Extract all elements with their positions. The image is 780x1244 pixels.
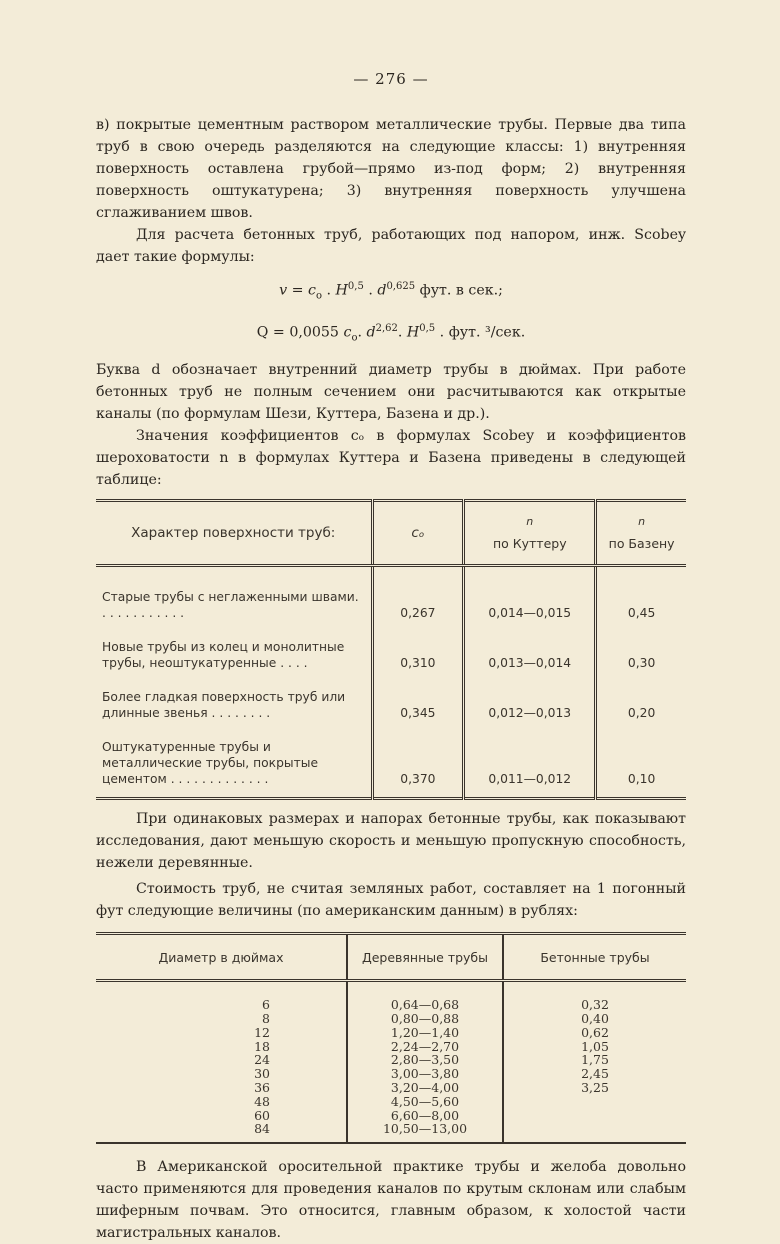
paragraph-4: Значения коэффициентов cₒ в формулах Scobey и коэффициентов шероховатости n в формулах Куттера и Базена приведены в следующей таблице: (96, 428, 686, 489)
header-wood: Деревянные трубы (347, 934, 503, 981)
table-row: Оштукатуренные трубы и металлические трубы, покрытые цементом . . . . . . . . . . . . . 0,370 0,011—0,012 0,10 (96, 725, 686, 799)
paragraph-3: Буква d обозначает внутренний диаметр трубы в дюймах. При работе бетонных труб не полным сечением они расчитываются как открытые каналы (по формулам Шези, Куттера, Базена и др.). (96, 362, 686, 423)
formula-v: v (279, 282, 288, 299)
wood-cost-list: 0,64—0,68 0,80—0,88 1,20—1,40 2,24—2,70 2,80—3,50 3,00—3,80 3,20—4,00 4,50—5,60 6,60—8,00 10,50—13,00 (347, 981, 503, 1143)
header-co: cₒ (372, 501, 464, 566)
paragraph-1: в) покрытые цементным раствором металлические трубы. Первые два типа труб в свою очередь разделяются на следующие классы: 1) внутренняя поверхность оставлена грубой—прямо из-под форм; 2) внутренняя поверхность оштукатурена; 3) внутренняя поверхность улучшена сглаживанием швов. (96, 117, 686, 221)
page (96, 70, 686, 1244)
header-diameter: Диаметр в дюймах (96, 934, 347, 981)
formula-discharge: Q = 0,0055 $c_o$. $d^{2,62}$. H$^{0,5}$ . фут. ³/сек. (256, 322, 526, 344)
paragraph-7: В Американской оросительной практике трубы и желоба довольно часто применяются для проведения каналов по крутым склонам или слабым шиферным почвам. Это относится, главным образом, к холостой части магистральных каналов. (96, 1159, 686, 1242)
table-row: Старые трубы с неглаженными швами. . . . . . . . . . . . 0,267 0,014—0,015 0,45 (96, 566, 686, 626)
header-bazen: n по Базену (596, 501, 686, 566)
table-row: Новые трубы из колец и монолитные трубы, неоштукатуренные . . . . 0,310 0,013—0,014 0,30 (96, 625, 686, 675)
coefficients-table (96, 499, 686, 800)
concrete-cost-list: 0,32 0,40 0,62 1,05 1,75 2,45 3,25 (503, 981, 686, 1143)
page-number: — 276 — (353, 70, 429, 88)
paragraph-2: Для расчета бетонных труб, работающих под напором, инж. Scobey дает такие формулы: (96, 227, 686, 265)
header-concrete: Бетонные трубы (503, 934, 686, 981)
paragraph-6: Стоимость труб, не считая земляных работ, составляет на 1 погонный фут следующие величины (по американским данным) в рублях: (96, 881, 686, 920)
header-surface: Характер поверхности труб: (96, 501, 372, 566)
header-kutter: n по Куттеру (464, 501, 596, 566)
cost-table (96, 932, 686, 1144)
table-header-row (96, 501, 686, 566)
paragraph-5: При одинаковых размерах и напорах бетонные трубы, как показывают исследования, дают меньшую скорость и меньшую пропускную способность, нежели деревянные. (96, 811, 686, 872)
formula-velocity: $v = c_o$ . H$^{0,5}$ . $d^{0,625}$ фут. в сек.; (279, 281, 503, 302)
table-row: Более гладкая поверхность труб или длинные звенья . . . . . . . . 0,345 0,012—0,013 0,20 (96, 675, 686, 725)
table-header-row (96, 934, 686, 981)
table-row (96, 981, 686, 1143)
diameter-list: 6 8 12 18 24 30 36 48 60 84 (254, 997, 270, 1137)
